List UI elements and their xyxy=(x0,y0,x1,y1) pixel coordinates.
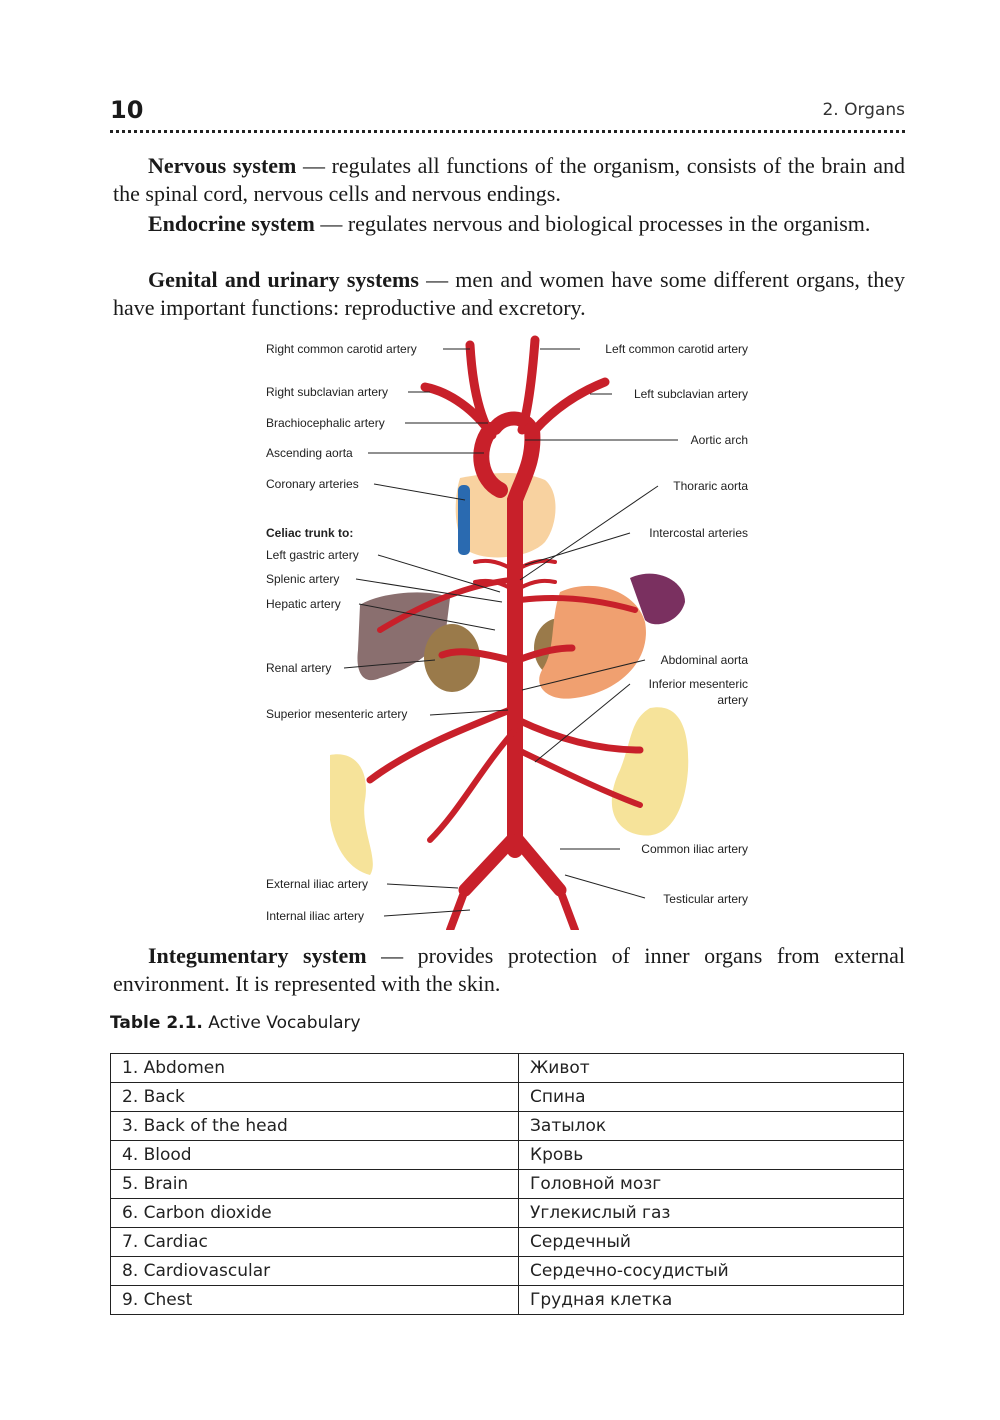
term-ru: Головной мозг xyxy=(519,1170,904,1199)
intestine-right-shape xyxy=(612,707,688,835)
vocabulary-table xyxy=(110,1053,904,1315)
term-ru: Углекислый газ xyxy=(519,1199,904,1228)
term-ru: Сердечно-сосудистый xyxy=(519,1257,904,1286)
label-left-subclavian-artery: Left subclavian artery xyxy=(633,387,748,401)
paragraph-endocrine xyxy=(113,210,905,238)
label-splenic-artery: Splenic artery xyxy=(266,572,340,586)
label-brachiocephalic-artery: Brachiocephalic artery xyxy=(266,416,385,430)
table-row xyxy=(111,1141,904,1170)
term: Nervous system xyxy=(148,153,297,178)
label-ascending-aorta: Ascending aorta xyxy=(266,446,353,460)
term-en: 5. Brain xyxy=(111,1170,519,1199)
table-row xyxy=(111,1054,904,1083)
paragraph-nervous xyxy=(113,152,905,208)
label-hepatic-artery: Hepatic artery xyxy=(266,597,341,611)
page-header xyxy=(110,96,905,136)
term: Integumentary system xyxy=(148,943,367,968)
label-coronary-arteries: Coronary arteries xyxy=(266,477,359,491)
header-divider xyxy=(110,130,905,133)
label-abdominal-aorta: Abdominal aorta xyxy=(660,653,748,667)
paragraph-genital-urinary xyxy=(113,266,905,322)
arterial-system-figure xyxy=(260,330,760,930)
definition: — provides protection of inner organs from external environment. It is represented with the skin. xyxy=(113,943,905,996)
label-inferior-mesenteric: Inferior mesenteric xyxy=(648,677,748,691)
definition: — men and women have some different organs, they have important functions: reproductive and excretory. xyxy=(113,267,905,320)
term-ru: Спина xyxy=(519,1083,904,1112)
artery-diagram xyxy=(260,330,760,930)
term-en: 1. Abdomen xyxy=(111,1054,519,1083)
label-left-gastric-artery: Left gastric artery xyxy=(266,548,359,562)
label-celiac-trunk: Celiac trunk to: xyxy=(266,526,354,540)
table-caption-title: Active Vocabulary xyxy=(202,1013,361,1033)
label-intercostal-arteries: Intercostal arteries xyxy=(649,526,748,540)
label-left-common-carotid-artery: Left common carotid artery xyxy=(605,342,748,356)
definition: — regulates all functions of the organism, consists of the brain and the spinal cord, nervous cells and nervous endings. xyxy=(113,153,905,206)
kidney-left-shape xyxy=(424,624,480,692)
label-internal-iliac-artery: Internal iliac artery xyxy=(266,909,365,923)
term: Endocrine system xyxy=(148,211,315,236)
table-row xyxy=(111,1286,904,1315)
label-inferior-mesenteric-artery-word: artery xyxy=(717,693,748,707)
label-right-common-carotid-artery: Right common carotid artery xyxy=(266,342,417,356)
term-ru: Грудная клетка xyxy=(519,1286,904,1315)
definition: — regulates nervous and biological processes in the organism. xyxy=(314,211,871,236)
table-row xyxy=(111,1112,904,1141)
table-caption xyxy=(110,1013,361,1033)
intestine-left-shape xyxy=(330,754,373,875)
term-en: 2. Back xyxy=(111,1083,519,1112)
term-ru: Кровь xyxy=(519,1141,904,1170)
label-right-subclavian-artery: Right subclavian artery xyxy=(266,385,389,399)
table-row xyxy=(111,1228,904,1257)
label-thoracic-aorta: Thoraric aorta xyxy=(673,479,748,493)
term: Genital and urinary systems xyxy=(148,267,419,292)
table-caption-number: Table 2.1. xyxy=(110,1013,203,1033)
term-en: 9. Chest xyxy=(111,1286,519,1315)
label-renal-artery: Renal artery xyxy=(266,661,332,675)
term-en: 3. Back of the head xyxy=(111,1112,519,1141)
term-en: 8. Cardiovascular xyxy=(111,1257,519,1286)
table-row xyxy=(111,1083,904,1112)
label-superior-mesenteric-artery: Superior mesenteric artery xyxy=(266,707,408,721)
label-common-iliac-artery: Common iliac artery xyxy=(641,842,748,856)
chapter-title: 2. Organs xyxy=(822,100,905,120)
paragraph-integumentary xyxy=(113,942,905,998)
table-row xyxy=(111,1199,904,1228)
term-en: 7. Cardiac xyxy=(111,1228,519,1257)
table-row xyxy=(111,1257,904,1286)
label-aortic-arch: Aortic arch xyxy=(690,433,748,447)
term-en: 6. Carbon dioxide xyxy=(111,1199,519,1228)
page-number: 10 xyxy=(110,96,144,124)
label-external-iliac-artery: External iliac artery xyxy=(266,877,369,891)
term-ru: Затылок xyxy=(519,1112,904,1141)
term-ru: Живот xyxy=(519,1054,904,1083)
term-ru: Сердечный xyxy=(519,1228,904,1257)
label-testicular-artery: Testicular artery xyxy=(663,892,748,906)
table-row xyxy=(111,1170,904,1199)
term-en: 4. Blood xyxy=(111,1141,519,1170)
coronary-vein-shape xyxy=(458,485,470,555)
